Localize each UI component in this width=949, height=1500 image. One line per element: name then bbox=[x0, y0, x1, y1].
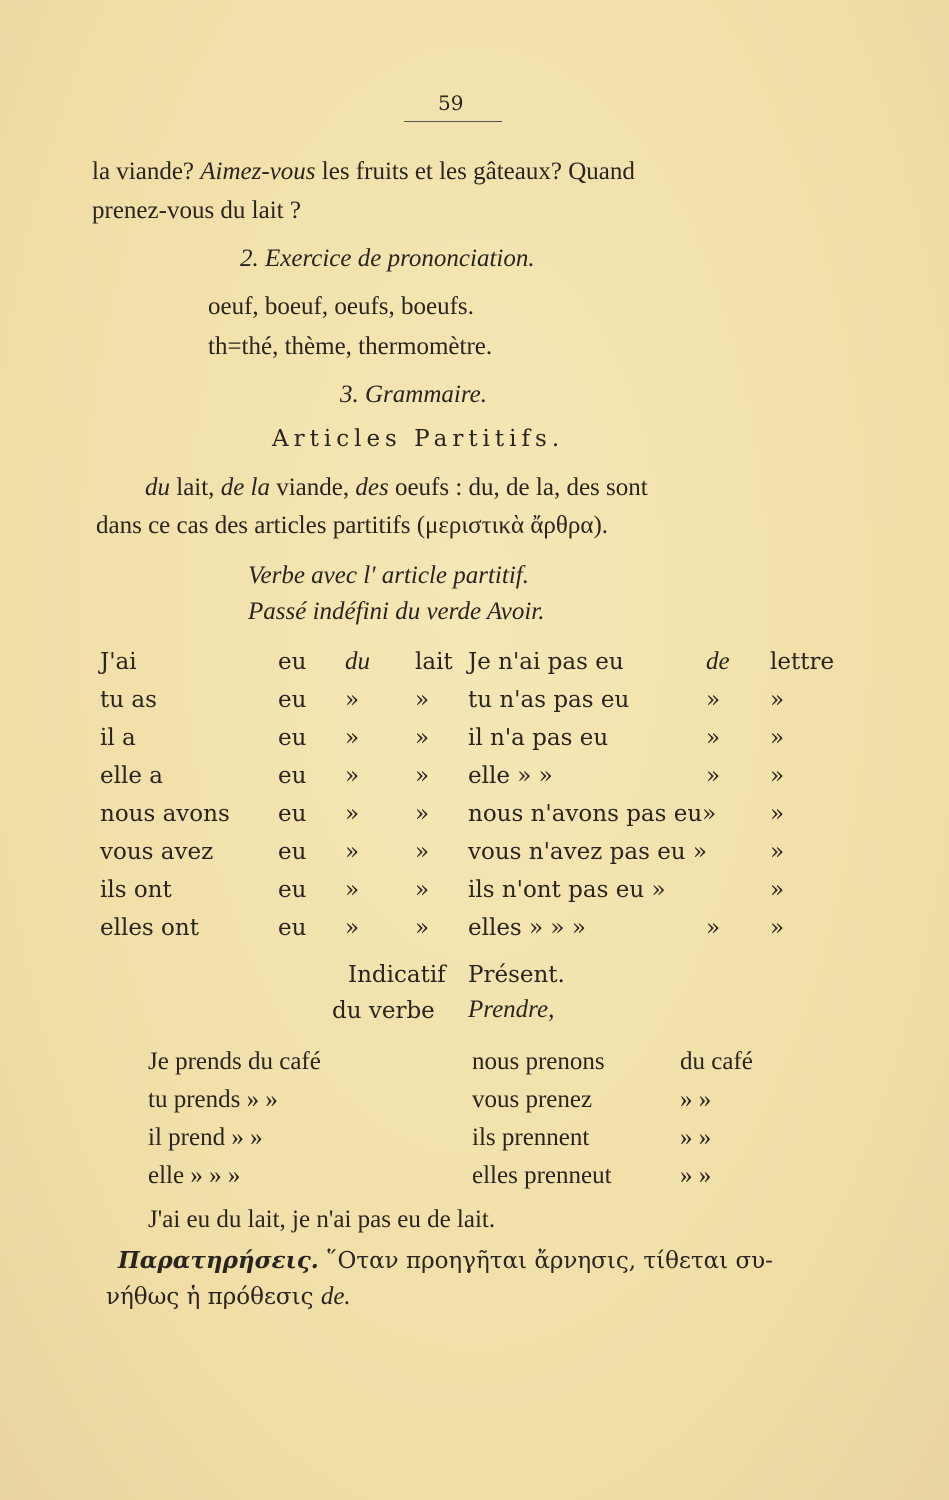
section-3-title: 3. Grammaire. bbox=[340, 381, 487, 408]
text: lait, bbox=[170, 474, 221, 501]
avoir-cell: vous n'avez pas eu » bbox=[468, 839, 708, 865]
avoir-cell: de bbox=[706, 648, 730, 675]
pronunciation-line-2: th=thé, thème, thermomètre. bbox=[208, 333, 493, 360]
avoir-cell: » bbox=[415, 687, 430, 713]
text: viande, bbox=[269, 474, 356, 501]
prendre-cell: nous prenons bbox=[472, 1048, 605, 1075]
avoir-cell: » bbox=[415, 877, 430, 903]
prendre-cell: ils prennent bbox=[472, 1124, 590, 1151]
avoir-cell: vous avez bbox=[100, 839, 214, 865]
avoir-cell: elle a bbox=[100, 763, 163, 789]
articles-subtitle: Articles Partitifs. bbox=[272, 426, 565, 452]
text-italic: Aimez-vous bbox=[200, 158, 316, 185]
text-italic: du bbox=[145, 474, 170, 501]
avoir-cell: J'ai bbox=[100, 649, 137, 675]
avoir-cell: » bbox=[770, 687, 785, 713]
avoir-cell: lait bbox=[415, 649, 453, 675]
avoir-cell: » bbox=[770, 915, 785, 941]
verb-title-1: Verbe avec l' article partitif. bbox=[248, 562, 529, 589]
avoir-cell: » bbox=[345, 877, 360, 903]
avoir-cell: tu n'as pas eu bbox=[468, 687, 630, 713]
avoir-cell: elle » » bbox=[468, 763, 553, 789]
prendre-cell: » » bbox=[680, 1162, 712, 1189]
note-line-1 bbox=[118, 1246, 773, 1276]
avoir-cell: » bbox=[345, 763, 360, 789]
section-2-title: 2. Exercice de prononciation. bbox=[240, 245, 535, 272]
avoir-cell: » bbox=[345, 915, 360, 941]
avoir-cell: » bbox=[345, 687, 360, 713]
prendre-cell: elle » » » bbox=[148, 1162, 241, 1189]
prendre-cell: tu prends » » bbox=[148, 1086, 278, 1113]
prendre-cell: elles prenneut bbox=[472, 1162, 612, 1189]
pronunciation-line-1: oeuf, boeuf, oeufs, boeufs. bbox=[208, 293, 474, 320]
avoir-cell: eu bbox=[278, 763, 307, 789]
header-rule bbox=[404, 121, 502, 122]
text: oeufs : du, de la, des sont bbox=[388, 474, 648, 501]
avoir-cell: » bbox=[345, 725, 360, 751]
avoir-cell: » bbox=[706, 763, 721, 789]
prendre-cell: vous prenez bbox=[472, 1086, 593, 1113]
avoir-cell: elles » » » bbox=[468, 915, 586, 941]
prendre-title-b2: Prendre, bbox=[468, 996, 555, 1023]
paragraph-line-2: dans ce cas des articles partitifs (μεριστικὰ ἄρθρα). bbox=[96, 512, 609, 539]
avoir-cell: Je n'ai pas eu bbox=[468, 649, 624, 675]
avoir-cell: eu bbox=[278, 687, 307, 713]
prendre-title-a2: du verbe bbox=[332, 998, 435, 1024]
text: la viande? bbox=[92, 158, 195, 185]
avoir-cell: » bbox=[415, 763, 430, 789]
avoir-cell: » bbox=[770, 839, 785, 865]
avoir-cell: tu as bbox=[100, 687, 157, 713]
avoir-cell: eu bbox=[278, 839, 307, 865]
avoir-cell: » bbox=[770, 763, 785, 789]
avoir-cell: » bbox=[770, 725, 785, 751]
text: les fruits et les gâteaux? Quand bbox=[321, 158, 635, 185]
avoir-cell: » bbox=[345, 801, 360, 827]
avoir-cell: » bbox=[706, 687, 721, 713]
prendre-cell: il prend » » bbox=[148, 1124, 263, 1151]
avoir-cell: il a bbox=[100, 725, 136, 751]
paragraph-line-1 bbox=[145, 473, 648, 503]
text-italic: des bbox=[355, 474, 389, 501]
example-sentence: J'ai eu du lait, je n'ai pas eu de lait. bbox=[148, 1206, 496, 1233]
avoir-cell: eu bbox=[278, 649, 307, 675]
prendre-cell: du café bbox=[680, 1048, 753, 1075]
text-italic: de. bbox=[320, 1283, 351, 1310]
prendre-cell: Je prends du café bbox=[148, 1048, 321, 1075]
text-italic: de la bbox=[220, 474, 270, 501]
avoir-cell: du bbox=[345, 648, 370, 675]
avoir-cell: » bbox=[415, 915, 430, 941]
avoir-cell: » bbox=[706, 915, 721, 941]
avoir-cell: » bbox=[770, 877, 785, 903]
avoir-cell: eu bbox=[278, 915, 307, 941]
avoir-cell: lettre bbox=[770, 649, 835, 675]
prendre-cell: » » bbox=[680, 1124, 712, 1151]
avoir-cell: il n'a pas eu bbox=[468, 725, 609, 751]
avoir-cell: » bbox=[770, 801, 785, 827]
avoir-cell: nous avons bbox=[100, 801, 230, 827]
intro-line-1 bbox=[92, 157, 635, 187]
avoir-cell: ils ont bbox=[100, 877, 172, 903]
note-line-2 bbox=[106, 1282, 351, 1312]
avoir-cell: elles ont bbox=[100, 915, 199, 941]
avoir-cell: eu bbox=[278, 877, 307, 903]
avoir-cell: eu bbox=[278, 725, 307, 751]
avoir-cell: » bbox=[415, 839, 430, 865]
text: νήθως ἡ πρόθεσις bbox=[106, 1284, 321, 1310]
page-number: 59 bbox=[438, 91, 464, 115]
avoir-cell: eu bbox=[278, 801, 307, 827]
avoir-cell: » bbox=[415, 801, 430, 827]
prendre-cell: » » bbox=[680, 1086, 712, 1113]
avoir-cell: ils n'ont pas eu » bbox=[468, 877, 666, 903]
avoir-cell: » bbox=[345, 839, 360, 865]
avoir-cell: nous n'avons pas eu» bbox=[468, 801, 717, 827]
verb-title-2: Passé indéfini du verde Avoir. bbox=[248, 598, 545, 625]
avoir-cell: » bbox=[415, 725, 430, 751]
intro-line-2: prenez-vous du lait ? bbox=[92, 197, 301, 224]
prendre-title-a1: Indicatif bbox=[348, 962, 446, 988]
prendre-title-b1: Présent. bbox=[468, 962, 565, 988]
avoir-cell: » bbox=[706, 725, 721, 751]
text: ῞Οταν προηγῆται ἄρνησις, τίθεται συ- bbox=[326, 1248, 773, 1274]
note-label: Παρατηρήσεις. bbox=[118, 1247, 319, 1274]
